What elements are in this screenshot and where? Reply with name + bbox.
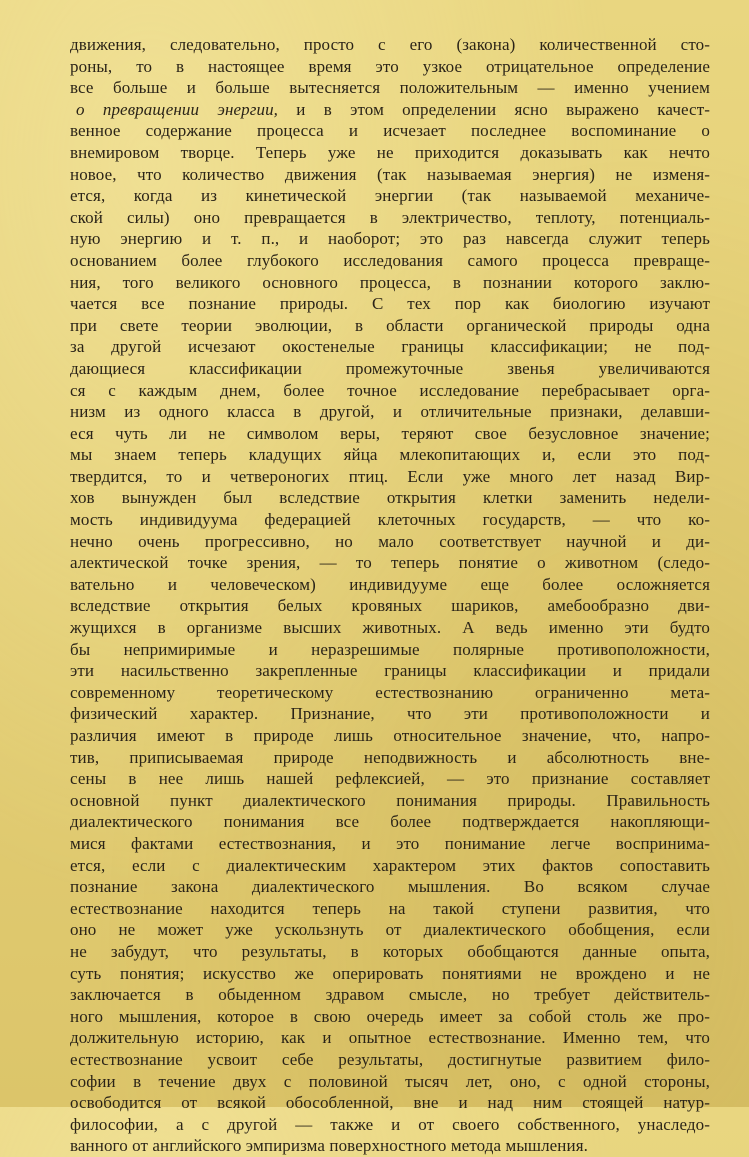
text-line: роны, то в настоящее время это узкое отрицательное определение <box>70 56 710 76</box>
text-line: бы непримиримые и неразрешимые полярные противоположности, <box>70 639 710 659</box>
text-line: венное содержание процесса и исчезает последнее воспоминание о <box>70 121 710 141</box>
text-line: вследствие открытия белых кровяных шариков, амебообразно дви- <box>70 596 710 616</box>
text-line: суть понятия; искусство же оперировать понятиями не врождено и не <box>70 963 710 983</box>
text-line: эти насильственно закрепленные границы классификации и придали <box>70 661 710 681</box>
italic-phrase: о превращении энергии, <box>76 99 279 119</box>
text-line: новое, что количество движения (так называемая энергия) не изменя- <box>70 164 710 184</box>
text-line: ную энергию и т. п., и наоборот; это раз навсегда служит теперь <box>70 229 710 249</box>
text-line: вательно и человеческом) индивидууме еще более осложняется <box>70 574 710 594</box>
text-line: софии в течение двух с половиной тысяч лет, оно, с одной стороны, <box>70 1071 710 1091</box>
text-line: естествознание находится теперь на такой ступени развития, что <box>70 898 710 918</box>
text-line: диалектического понимания все более подтверждается накопляющи- <box>70 812 710 832</box>
text-line: мися фактами естествознания, и это понимание легче воспринима- <box>70 833 710 853</box>
text-line: ской силы) оно превращается в электричество, теплоту, потенциаль- <box>70 207 710 227</box>
text-line: освободится от всякой обособленной, вне и над ним стоящей натур- <box>70 1093 710 1113</box>
text-line: дающиеся классификации промежуточные звенья увеличиваются <box>70 358 710 378</box>
text-line: при свете теории эволюции, в области органической природы одна <box>70 315 710 335</box>
text-line: низм из одного класса в другой, и отличительные признаки, делавши- <box>70 402 710 422</box>
text-line: ванного от английского эмпиризма поверхностного метода мышления. <box>70 1136 588 1156</box>
text-line: различия имеют в природе лишь относительное значение, что, напро- <box>70 726 710 745</box>
text-line: алектической точке зрения, — то теперь понятие о животном (следо- <box>70 553 710 573</box>
text-line: не забудут, что результаты, в которых обобщаются данные опыта, <box>70 941 710 961</box>
text-line: основанием более глубокого исследования самого процесса превраще- <box>70 250 710 270</box>
text-line: все больше и больше вытесняется положительным — именно учением <box>70 78 710 98</box>
text-line: нечно очень прогрессивно, но мало соответствует научной и ди- <box>70 531 710 551</box>
text-line: должительную историю, как и опытное естествознание. Именно тем, что <box>70 1028 710 1048</box>
text-line: мы знаем теперь кладущих яйца млекопитающих и, если это под- <box>70 445 710 465</box>
text-line: мость индивидуума федерацией клеточных государств, — что ко- <box>70 510 710 530</box>
text-line: чается все познание природы. С тех пор как биологию изучают <box>70 294 710 314</box>
text-line: современному теоретическому естествознанию ограниченно мета- <box>70 682 710 702</box>
text-line: философии, а с другой — также и от своего собственного, унаследо- <box>70 1114 710 1134</box>
text-line: твердится, то и четвероногих птиц. Если уже много лет назад Вир- <box>70 466 710 486</box>
body-text <box>70 34 710 1157</box>
text-line: физический характер. Признание, что эти противоположности и <box>70 704 710 724</box>
text-line: основной пункт диалектического понимания природы. Правильность <box>70 790 710 810</box>
text-line: ния, того великого основного процесса, в познании которого заклю- <box>70 272 710 292</box>
text-line: заключается в обыденном здравом смысле, но требует действитель- <box>70 985 710 1005</box>
text-line: тив, приписываемая природе неподвижность и абсолютность вне- <box>70 747 710 767</box>
text-line: еся чуть ли не символом веры, теряют свое безусловное значение; <box>70 423 710 443</box>
text-line <box>70 99 710 121</box>
text-line: ется, когда из кинетической энергии (так называемой механиче- <box>70 186 710 206</box>
text-line: ется, если с диалектическим характером этих фактов сопоставить <box>70 855 710 875</box>
text-line-rest: и в этом определении ясно выражено качест- <box>278 99 710 119</box>
text-line: познание закона диалектического мышления. Во всяком случае <box>70 877 710 897</box>
text-line: ного мышления, которое в свою очередь имеет за собой столь же про- <box>70 1006 710 1026</box>
text-line: ся с каждым днем, более точное исследование перебрасывает орга- <box>70 380 710 400</box>
text-line: внемировом творце. Теперь уже не приходится доказывать как нечто <box>70 142 710 162</box>
text-line: жущихся в организме высших животных. А ведь именно эти будто <box>70 618 710 638</box>
text-line: движения, следовательно, просто с его (закона) количественной сто- <box>70 35 710 54</box>
text-line: сены в нее лишь нашей рефлексией, — это признание составляет <box>70 769 710 789</box>
text-line: оно не может уже ускользнуть от диалектического обобщения, если <box>70 920 710 940</box>
text-line: за другой исчезают окостенелые границы классификации; не под- <box>70 337 710 357</box>
text-line: хов вынужден был вследствие открытия клетки заменить недели- <box>70 488 710 508</box>
text-line: естествознание усвоит себе результаты, достигнутые развитием фило- <box>70 1049 710 1069</box>
